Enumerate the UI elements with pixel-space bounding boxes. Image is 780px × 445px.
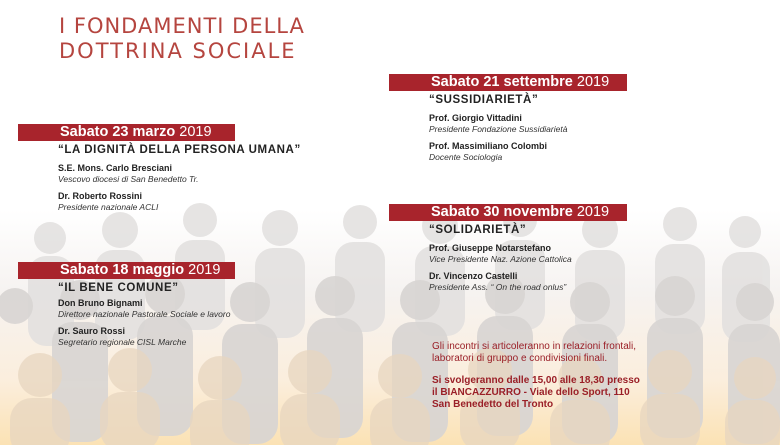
event-year: 2019 — [188, 262, 221, 278]
event-date-bar — [18, 262, 235, 279]
event-year: 2019 — [576, 204, 610, 220]
speaker — [429, 141, 627, 163]
speaker-role: Direttore nazionale Pastorale Sociale e lavoro — [58, 309, 231, 319]
speaker-name: Prof. Giorgio Vittadini — [429, 113, 522, 123]
event-topic: “IL BENE COMUNE” — [58, 282, 179, 294]
speaker-role: Docente Sociologia — [429, 152, 503, 162]
info-description — [432, 341, 640, 365]
event-date: Sabato 18 maggio — [60, 262, 185, 278]
event-date-bar — [18, 124, 235, 141]
event-info — [432, 341, 640, 411]
speaker-role: Vice Presidente Naz. Azione Cattolica — [429, 254, 572, 264]
speaker-name: Prof. Massimiliano Colombi — [429, 141, 548, 151]
speaker — [58, 163, 301, 185]
title-line-2: DOTTRINA SOCIALE — [59, 39, 297, 63]
event-date: Sabato 23 marzo — [60, 124, 176, 140]
event-block-november — [389, 204, 627, 299]
venue-line: il BIANCAZZURRO - Viale dello Sport, 110 — [432, 387, 630, 398]
speaker-role: Presidente nazionale ACLI — [58, 202, 159, 212]
title-line-1: I FONDAMENTI DELLA — [59, 14, 305, 38]
speaker-name: Dr. Roberto Rossini — [58, 191, 143, 201]
event-year: 2019 — [576, 74, 610, 90]
speaker — [58, 326, 235, 348]
event-year: 2019 — [179, 124, 212, 140]
event-topic: “LA DIGNITÀ DELLA PERSONA UMANA” — [58, 144, 301, 156]
speaker — [429, 113, 627, 135]
event-block-september — [389, 74, 627, 169]
venue-line: Si svolgeranno dalle 15,00 alle 18,30 presso — [432, 375, 640, 386]
speaker — [429, 271, 627, 293]
speaker-name: Don Bruno Bignami — [58, 298, 143, 308]
info-venue — [432, 375, 640, 411]
speaker-role: Segretario regionale CISL Marche — [58, 337, 187, 347]
info-line: Gli incontri si articoleranno in relazioni frontali, — [432, 341, 636, 352]
page-title — [59, 14, 305, 64]
speaker — [58, 298, 235, 320]
speaker — [58, 191, 301, 213]
event-date-bar — [389, 74, 627, 91]
speaker-role: Vescovo diocesi di San Benedetto Tr. — [58, 174, 199, 184]
event-topic: “SOLIDARIETÀ” — [429, 224, 527, 236]
event-topic: “SUSSIDIARIETÀ” — [429, 94, 539, 106]
event-date: Sabato 21 settembre — [431, 74, 573, 90]
event-date-bar — [389, 204, 627, 221]
event-block-march — [18, 124, 301, 219]
speaker-role: Presidente Ass. “ On the road onlus” — [429, 282, 567, 292]
venue-line: San Benedetto del Tronto — [432, 399, 554, 410]
event-block-may — [18, 262, 235, 354]
speaker-name: Prof. Giuseppe Notarstefano — [429, 243, 552, 253]
speaker — [429, 243, 627, 265]
speaker-name: Dr. Vincenzo Castelli — [429, 271, 518, 281]
info-line: laboratori di gruppo e condivisioni finali. — [432, 353, 608, 364]
speaker-role: Presidente Fondazione Sussidiarietà — [429, 124, 568, 134]
event-date: Sabato 30 novembre — [431, 204, 573, 220]
speaker-name: S.E. Mons. Carlo Bresciani — [58, 163, 173, 173]
speaker-name: Dr. Sauro Rossi — [58, 326, 126, 336]
